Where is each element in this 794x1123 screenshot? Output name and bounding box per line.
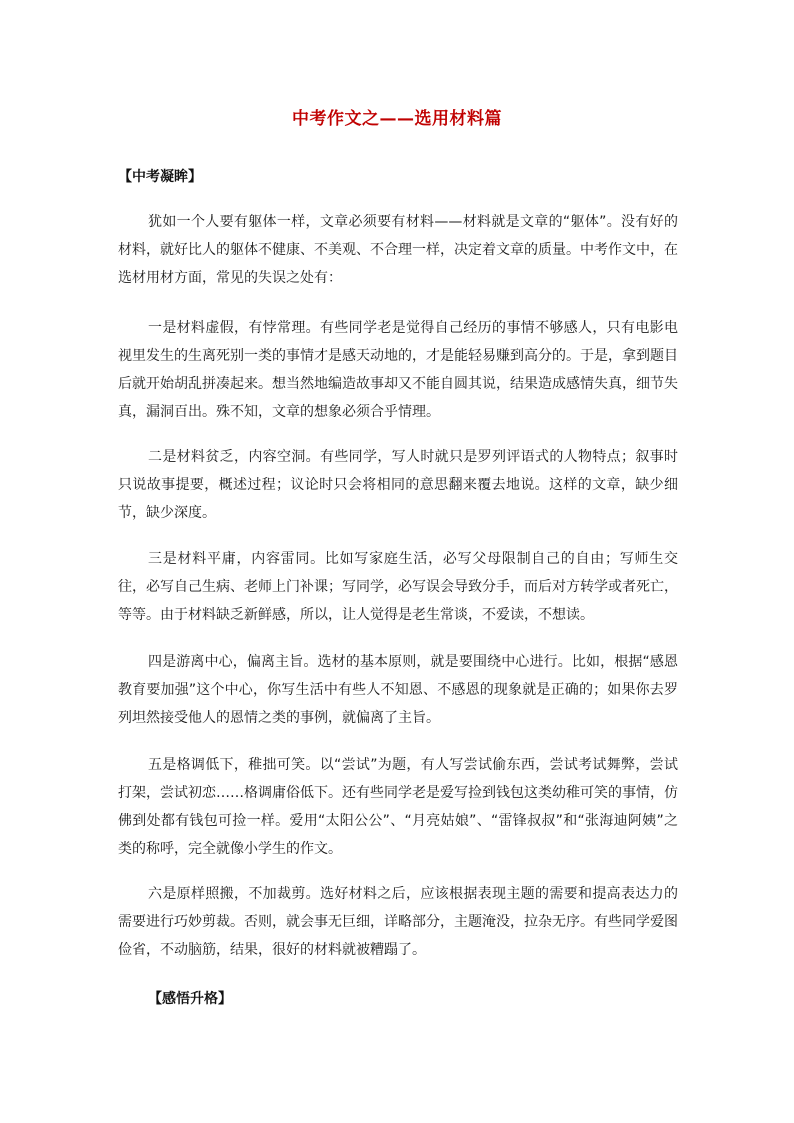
paragraph-point-3: 三是材料平庸，内容雷同。比如写家庭生活，必写父母限制自己的自由；写师生交往，必写自己生病、老师上门补课；写同学，必写误会导致分手，而后对方转学或者死亡，等等。由于材料缺乏新鲜感，所以，让人觉得是老生常谈，不爱读，不想读。 (118, 551, 678, 623)
paragraph-point-1: 一是材料虚假，有悖常理。有些同学老是觉得自己经历的事情不够感人，只有电影电视里发生的生离死别一类的事情才是感天动地的，才是能轻易赚到高分的。于是，拿到题目后就开始胡乱拼凑起来。想当然地编造故事却又不能自圆其说，结果造成感情失真，细节失真，漏洞百出。殊不知，文章的想象必须合乎情理。 (118, 320, 678, 420)
paragraph-point-2: 二是材料贫乏，内容空洞。有些同学，写人时就只是罗列评语式的人物特点；叙事时只说故事提要，概述过程；议论时只会将相同的意思翻来覆去地说。这样的文章，缺少细节，缺少深度。 (118, 449, 678, 521)
section-heading-ganwu-shengge: 【感悟升格】 (148, 991, 232, 1007)
section-heading-zhongkao-ningmou: 【中考凝眸】 (118, 169, 202, 185)
paragraph-point-6: 六是原样照搬，不加裁剪。选好材料之后，应该根据表现主题的需要和提高表达力的需要进行巧妙剪裁。否则，就会事无巨细，详略部分，主题淹没，拉杂无序。有些同学爱图俭省，不动脑筋，结果，很好的材料就被糟蹋了。 (118, 886, 678, 958)
paragraph-intro: 犹如一个人要有躯体一样，文章必须要有材料——材料就是文章的“躯体”。没有好的材料，就好比人的躯体不健康、不美观、不合理一样，决定着文章的质量。中考作文中，在选材用材方面，常见的失误之处有： (118, 214, 678, 286)
paragraph-point-4: 四是游离中心，偏离主旨。选材的基本原则，就是要围绕中心进行。比如，根据“感恩教育要加强”这个中心，你写生活中有些人不知恩、不感恩的现象就是正确的；如果你去罗列坦然接受他人的恩情之类的事例，就偏离了主旨。 (118, 654, 678, 726)
paragraph-point-5: 五是格调低下，稚拙可笑。以“尝试”为题，有人写尝试偷东西，尝试考试舞弊，尝试打架，尝试初恋……格调庸俗低下。还有些同学老是爱写捡到钱包这类幼稚可笑的事情，仿佛到处都有钱包可捡一样。爱用“太阳公公”、“月亮姑娘”、“雷锋叔叔”和“张海迪阿姨”之类的称呼，完全就像小学生的作文。 (118, 757, 678, 857)
document-title: 中考作文之——选用材料篇 (292, 109, 502, 129)
